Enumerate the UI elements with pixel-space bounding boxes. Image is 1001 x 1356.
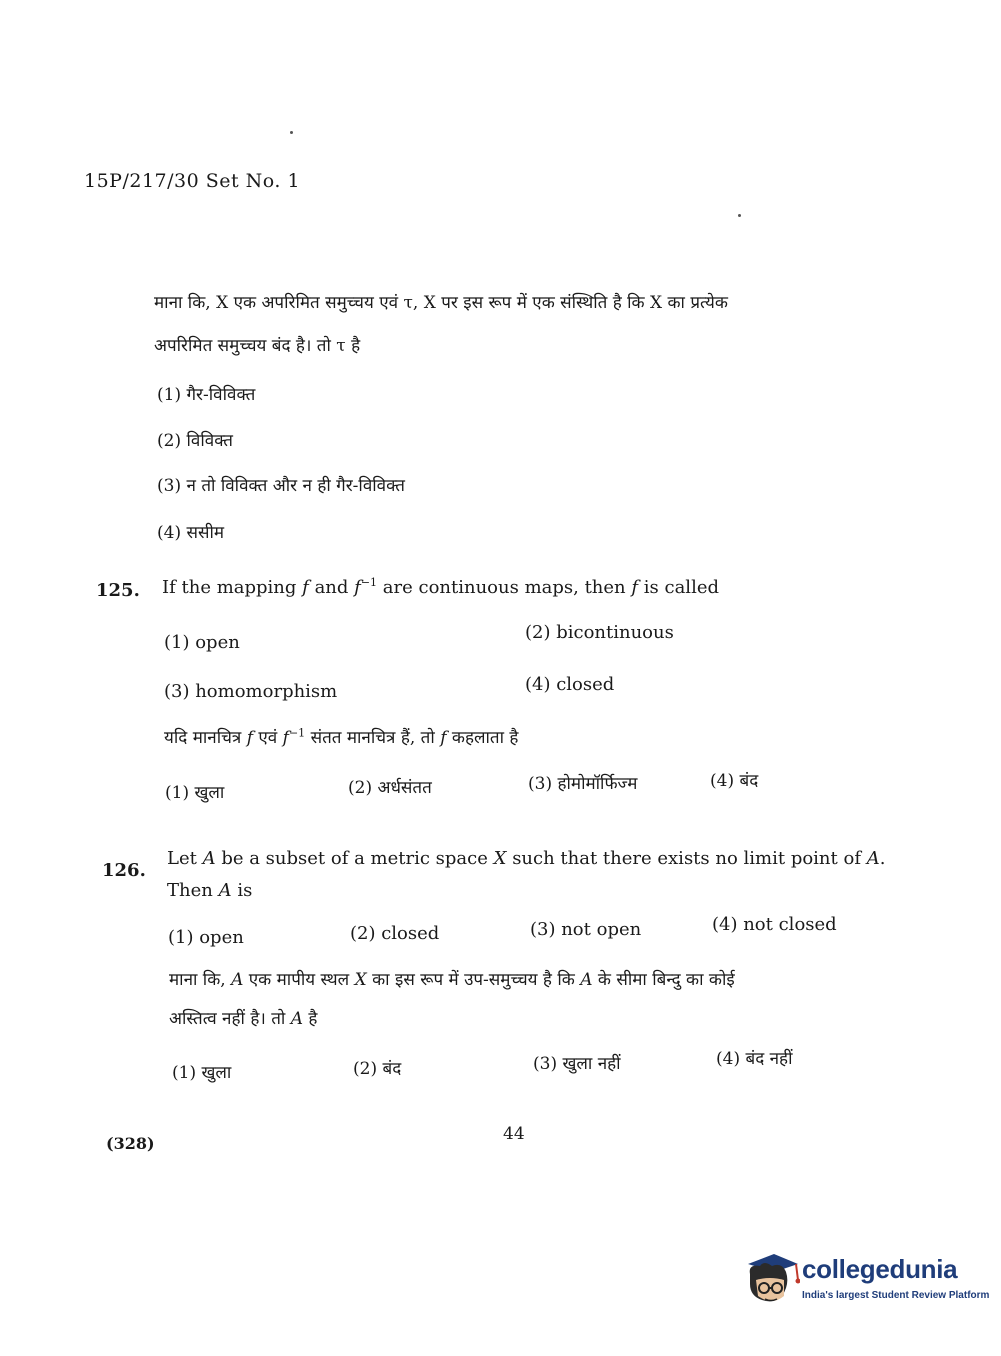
prev-option-1: (1) गैर-विविक्त <box>157 385 256 405</box>
prev-option-3: (3) न तो विविक्त और न ही गैर-विविक्त <box>157 476 405 496</box>
q126-hindi-option-2: (2) बंद <box>353 1059 402 1079</box>
q126-option-3: (3) not open <box>530 919 642 940</box>
collegedunia-logo <box>742 1250 990 1312</box>
page-number: 44 <box>503 1124 525 1144</box>
question-126-hindi-line2: अस्तित्व नहीं है। तो A है <box>169 1009 318 1029</box>
set-code: 15P/217/30 Set No. 1 <box>84 170 301 192</box>
q125-hindi-option-4: (4) बंद <box>710 771 759 791</box>
q126-hindi-option-4: (4) बंद नहीं <box>716 1049 793 1069</box>
q125-option-4: (4) closed <box>525 674 615 695</box>
logo-wordmark: collegedunia <box>802 1254 958 1284</box>
question-126-line1: Let A be a subset of a metric space X such that there exists no limit point of A. <box>167 848 886 869</box>
prev-option-4: (4) ससीम <box>157 523 225 543</box>
q126-option-2: (2) closed <box>350 923 440 944</box>
prev-question-hindi-line1: माना कि, X एक अपरिमित समुच्चय एवं τ, X पर इस रूप में एक संस्थिति है कि X का प्रत्येक <box>154 293 728 313</box>
q125-hindi-option-3: (3) होमोमॉर्फिज्म <box>528 774 638 794</box>
question-126-line2: Then A is <box>167 880 253 901</box>
q125-option-3: (3) homomorphism <box>164 681 338 702</box>
q126-hindi-option-1: (1) खुला <box>172 1063 232 1083</box>
question-126-hindi-line1: माना कि, A एक मापीय स्थल X का इस रूप में उप-समुच्चय है कि A के सीमा बिन्दु का कोई <box>169 970 735 990</box>
booklet-code: (328) <box>106 1134 155 1153</box>
q126-option-4: (4) not closed <box>712 914 837 935</box>
q126-option-1: (1) open <box>168 927 244 948</box>
q125-option-1: (1) open <box>164 632 240 653</box>
question-number: 126. <box>102 860 146 881</box>
scan-speck <box>290 131 293 134</box>
logo-tagline: India's largest Student Review Platform <box>802 1290 990 1301</box>
prev-question-hindi-line2: अपरिमित समुच्चय बंद है। तो τ है <box>154 336 361 356</box>
question-number: 125. <box>96 580 140 601</box>
q125-option-2: (2) bicontinuous <box>525 622 674 643</box>
scan-speck <box>738 214 741 217</box>
question-125-hindi: यदि मानचित्र f एवं $f^{-1}$ संतत मानचित्र हैं, तो f कहलाता है <box>164 726 519 748</box>
question-125-text: If the mapping f and $f^{-1}$ are continuous maps, then f is called <box>162 576 719 598</box>
prev-option-2: (2) विविक्त <box>157 431 233 451</box>
q125-hindi-option-1: (1) खुला <box>165 783 225 803</box>
q125-hindi-option-2: (2) अर्धसंतत <box>348 778 432 798</box>
q126-hindi-option-3: (3) खुला नहीं <box>533 1054 621 1074</box>
mascot-icon <box>742 1250 800 1312</box>
